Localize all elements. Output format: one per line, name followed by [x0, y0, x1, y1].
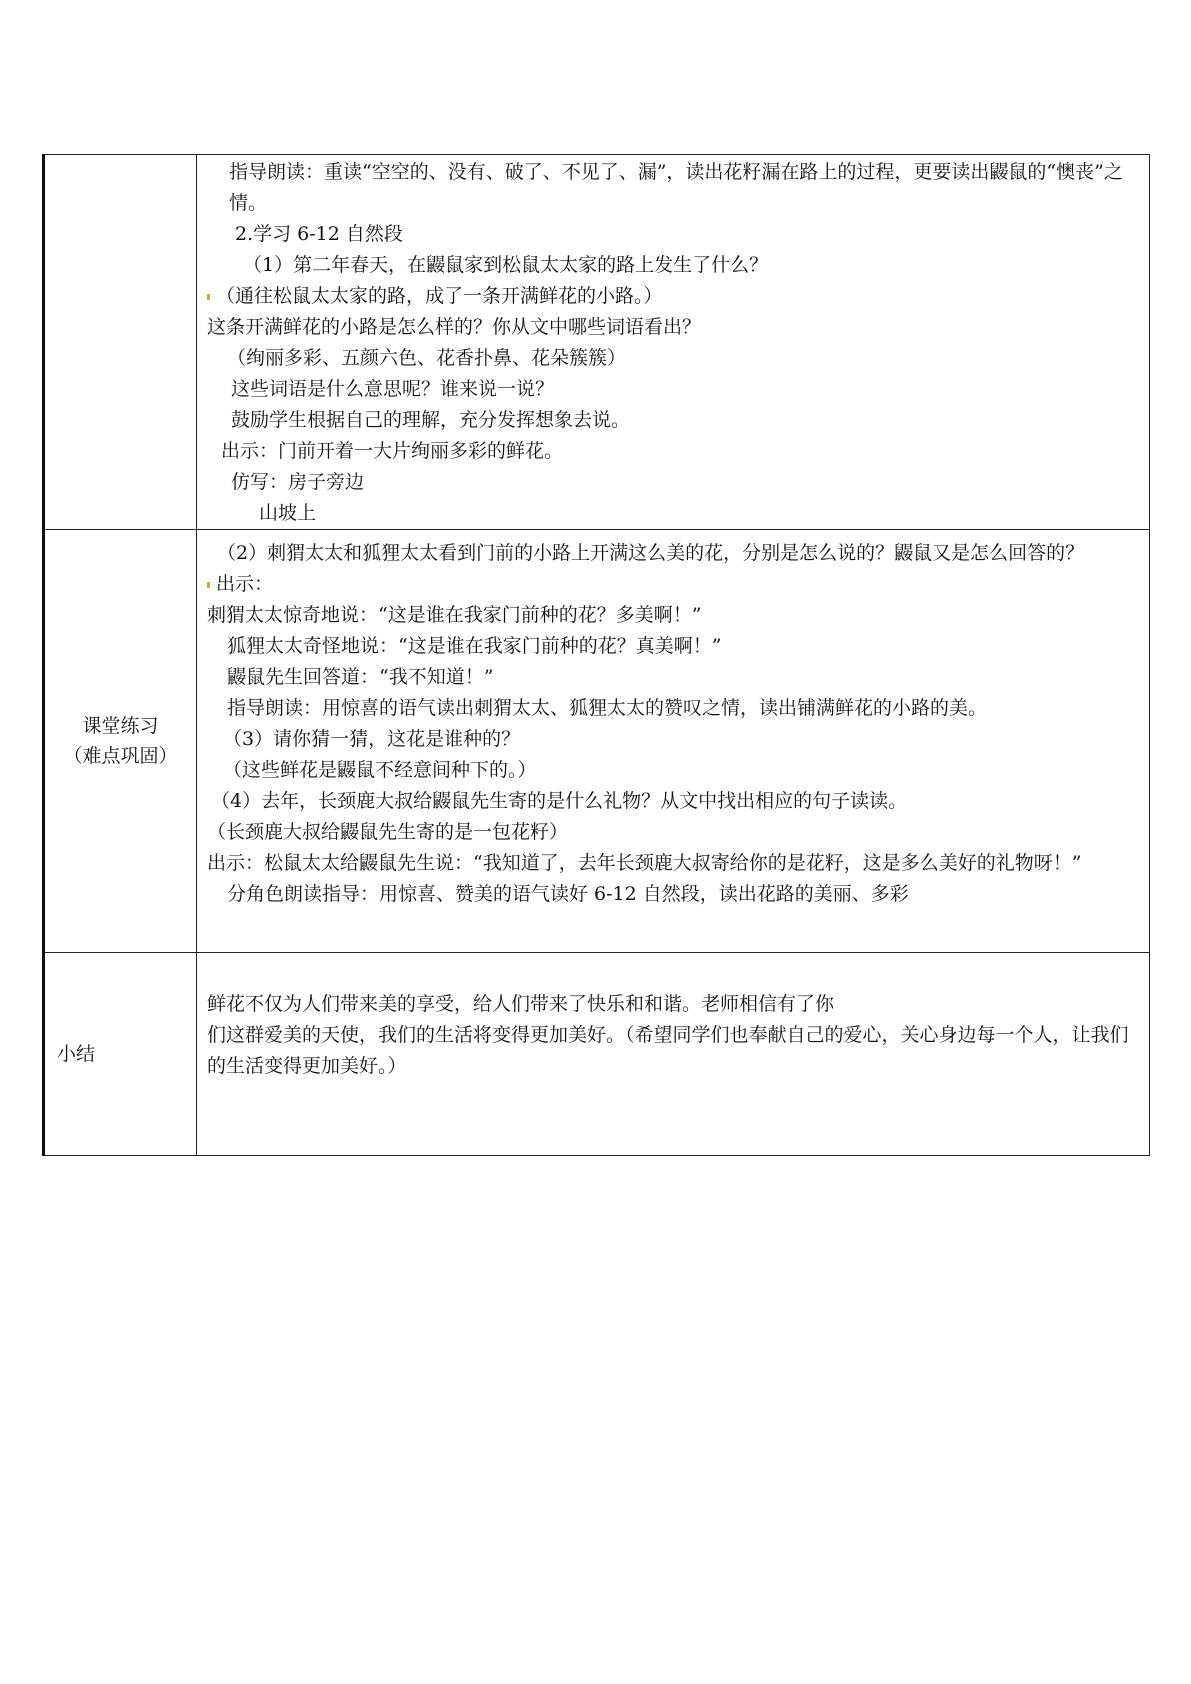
text-line: 出示：松鼠太太给鼹鼠先生说：“我知道了，去年长颈鹿大叔寄给你的是花籽，这是多么美好的礼物呀！” [207, 852, 1082, 874]
table-row [44, 155, 1150, 530]
row-label-sub: （难点巩固） [63, 745, 178, 767]
text-line: （绚丽多彩、五颜六色、花香扑鼻、花朵簇簇） [227, 347, 627, 369]
text-line: 鼓励学生根据自己的理解，充分发挥想象去说。 [231, 409, 631, 431]
table-row [44, 530, 1150, 953]
text-line: （长颈鹿大叔给鼹鼠先生寄的是一包花籽） [207, 821, 569, 843]
text-span: 出示： [216, 573, 274, 595]
text-line: 这条开满鲜花的小路是怎么样的？你从文中哪些词语看出？ [207, 316, 702, 338]
section-heading: 2.学习 6-12 自然段 [235, 223, 403, 245]
table-row [44, 953, 1150, 1156]
row-label-cell [44, 530, 197, 953]
row-content-cell [197, 155, 1150, 530]
text-line: 指导朗读：重读“空空的、没有、破了、不见了、漏”，读出花籽漏在路上的过程，更要读出鼹鼠的“懊丧”之情。 [229, 161, 1123, 214]
text-span: （通往松鼠太太家的路，成了一条开满鲜花的小路。） [216, 285, 663, 307]
text-line: 鲜花不仅为人们带来美的享受，给人们带来了快乐和和谐。老师相信有了你 [207, 993, 835, 1015]
text-line: 仿写：房子旁边 [231, 471, 365, 493]
row-content-cell [197, 530, 1150, 953]
margin-mark [207, 294, 210, 300]
text-line: 山坡上 [259, 502, 317, 524]
text-line: （1）第二年春天，在鼹鼠家到松鼠太太家的路上发生了什么？ [243, 254, 769, 276]
text-line: （这些鲜花是鼹鼠不经意间种下的。） [223, 759, 537, 781]
lesson-plan-table [42, 154, 1150, 1156]
text-line: 们这群爱美的天使，我们的生活将变得更加美好。（希望同学们也奉献自己的爱心，关心身边每一个人，让我们的生活变得更加美好。） [207, 1024, 1129, 1077]
text-line: 这些词语是什么意思呢？谁来说一说？ [231, 378, 555, 400]
row-label-cell [44, 155, 197, 530]
text-line: 指导朗读：用惊喜的语气读出刺猬太太、狐狸太太的赞叹之情，读出铺满鲜花的小路的美。 [227, 697, 988, 719]
text-line: 出示：门前开着一大片绚丽多彩的鲜花。 [221, 440, 564, 462]
text-line: （4）去年，长颈鹿大叔给鼹鼠先生寄的是什么礼物？从文中找出相应的句子读读。 [211, 790, 908, 812]
row-label: 小结 [57, 1043, 96, 1065]
margin-mark [207, 582, 210, 588]
text-line: 刺猬太太惊奇地说：“这是谁在我家门前种的花？多美啊！” [207, 604, 702, 626]
text-line: 分角色朗读指导：用惊喜、赞美的语气读好 6-12 自然段，读出花路的美丽、多彩 [227, 883, 909, 905]
text-line: 狐狸太太奇怪地说：“这是谁在我家门前种的花？真美啊！” [227, 635, 722, 657]
text-line [207, 281, 1137, 312]
row-label: 课堂练习 [82, 715, 159, 737]
text-line: （2）刺猬太太和狐狸太太看到门前的小路上开满这么美的花，分别是怎么说的？鼹鼠又是怎么回答的？ [217, 542, 1085, 564]
text-line [207, 569, 1137, 600]
row-label-cell [44, 953, 197, 1156]
text-line: （3）请你猜一猜，这花是谁种的？ [223, 728, 521, 750]
row-content-cell [197, 953, 1150, 1156]
text-line: 鼹鼠先生回答道：“我不知道！” [227, 666, 494, 688]
text-line [207, 219, 1137, 250]
